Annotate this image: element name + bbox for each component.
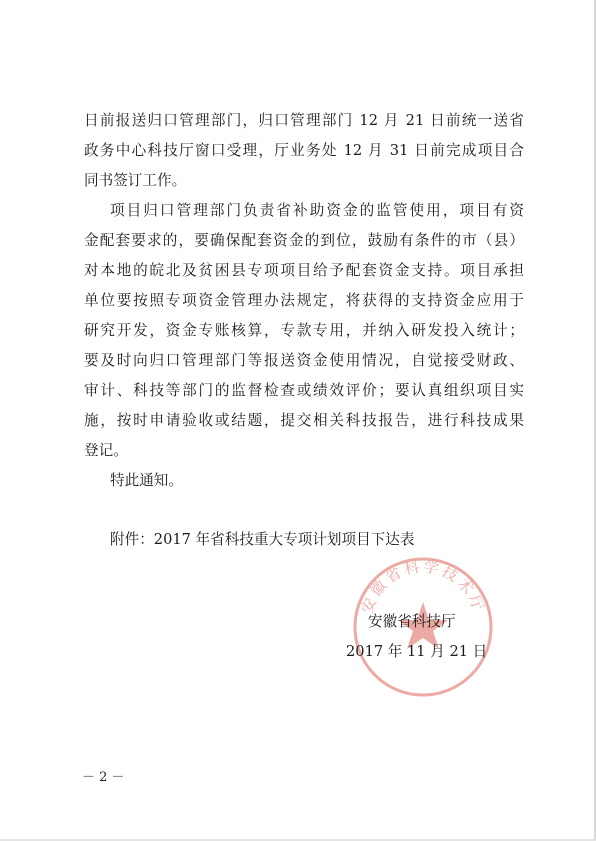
paragraph-1-line-3: 同书签订工作。: [84, 172, 187, 189]
paragraph-2-line-6: 要及时向归口管理部门等报送资金使用情况，自觉接受财政、: [84, 352, 524, 369]
attachment-line: 附件：2017 年省科技重大专项计划项目下达表: [110, 531, 415, 548]
closing-text: 特此通知。: [110, 472, 183, 489]
seal-text: 安徽省科学技术厅: [357, 557, 489, 616]
paragraph-2-line-2: 金配套要求的，要确保配套资金的到位，鼓励有条件的市（县）: [84, 232, 524, 249]
paragraph-2-line-3: 对本地的皖北及贫困县专项项目给予配套资金支持。项目承担: [84, 262, 524, 279]
paragraph-1-line-2: 政务中心科技厅窗口受理，厅业务处 12 月 31 日前完成项目合: [84, 142, 524, 159]
page-number: － 2 －: [82, 770, 125, 785]
paragraph-2-line-7: 审计、科技等部门的监督检查或绩效评价；要认真组织项目实: [84, 382, 524, 399]
issue-date: 2017 年 11 月 21 日: [346, 643, 488, 660]
paragraph-1-line-1: 日前报送归口管理部门，归口管理部门 12 月 21 日前统一送省: [84, 112, 524, 129]
paragraph-2-line-9: 登记。: [84, 442, 128, 459]
issuing-organization: 安徽省科技厅: [368, 613, 456, 630]
paragraph-2-line-4: 单位要按照专项资金管理办法规定，将获得的支持资金应用于: [84, 292, 524, 309]
paragraph-2-line-8: 施，按时申请验收或结题，提交相关科技报告，进行科技成果: [84, 412, 524, 429]
paragraph-2-line-1: 项目归口管理部门负责省补助资金的监管使用，项目有资: [110, 202, 524, 219]
paragraph-2-line-5: 研究开发，资金专账核算，专款专用，并纳入研发投入统计；: [84, 322, 524, 339]
